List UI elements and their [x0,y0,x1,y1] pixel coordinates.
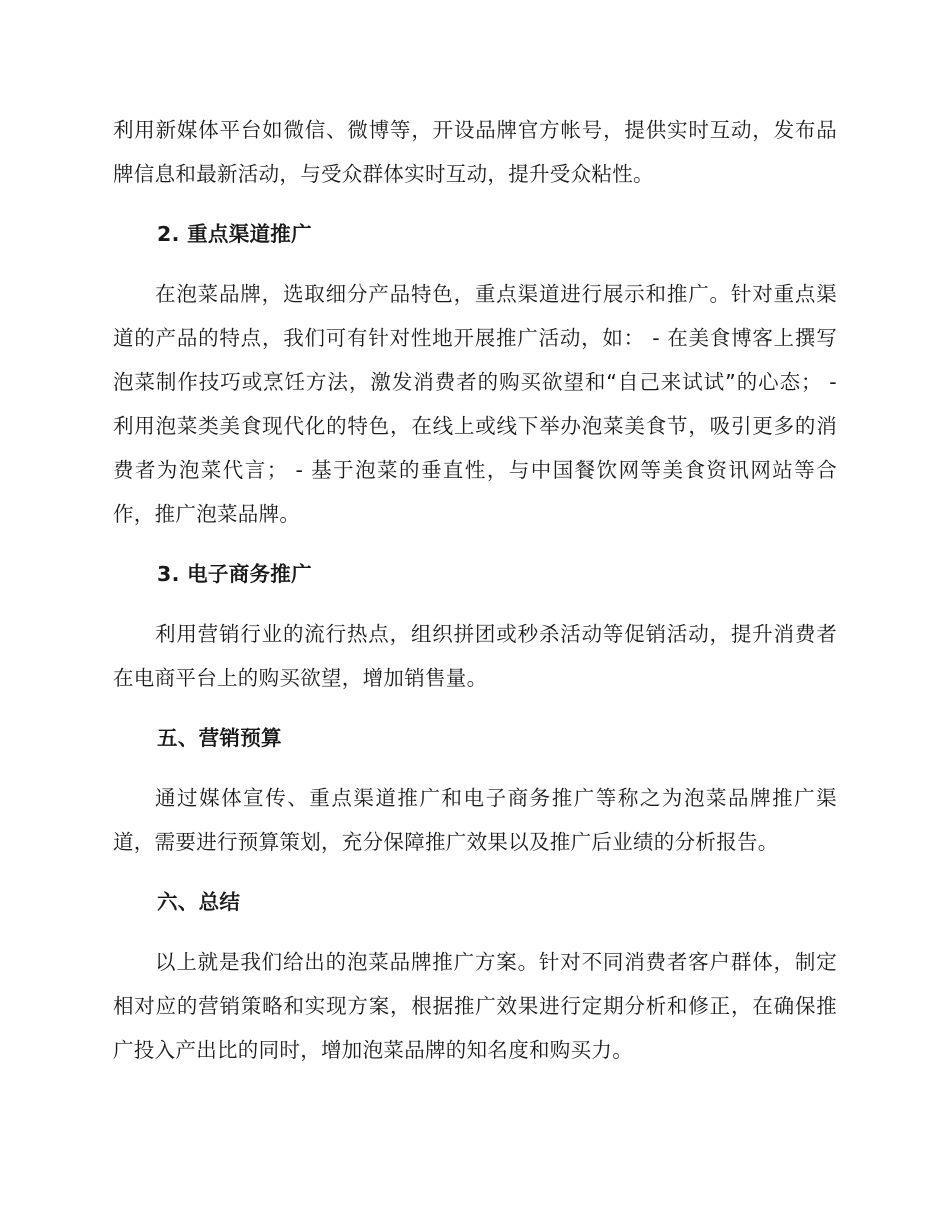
paragraph-media-promotion: 利用新媒体平台如微信、微博等，开设品牌官方帐号，提供实时互动，发布品牌信息和最新活动，与受众群体实时互动，提升受众粘性。 [113,118,837,186]
document-body [113,108,837,1088]
paragraph-marketing-budget: 通过媒体宣传、重点渠道推广和电子商务推广等称之为泡菜品牌推广渠道，需要进行预算策划，充分保障推广效果以及推广后业绩的分析报告。 [113,786,837,854]
section-heading-marketing-budget: 五、营销预算 [157,726,282,750]
section-heading-summary: 六、总结 [157,890,241,914]
section-heading-ecommerce-promotion: 3. 电子商务推广 [157,562,312,586]
paragraph-summary: 以上就是我们给出的泡菜品牌推广方案。针对不同消费者客户群体，制定相对应的营销策略和实现方案，根据推广效果进行定期分析和修正，在确保推广投入产出比的同时，增加泡菜品牌的知名度和购买力。 [113,950,837,1062]
section-heading-channel-promotion: 2. 重点渠道推广 [157,222,312,246]
paragraph-channel-promotion: 在泡菜品牌，选取细分产品特色，重点渠道进行展示和推广。针对重点渠道的产品的特点，我们可有针对性地开展推广活动，如： - 在美食博客上撰写泡菜制作技巧或烹饪方法，激发消费者的购买欲望和“自己来试试”的心态； - 利用泡菜类美食现代化的特色，在线上或线下举办泡菜美食节，吸引更多的消费者为泡菜代言； - 基于泡菜的垂直性，与中国餐饮网等美食资讯网站等合作，推广泡菜品牌。 [113,282,837,526]
paragraph-ecommerce-promotion: 利用营销行业的流行热点，组织拼团或秒杀活动等促销活动，提升消费者在电商平台上的购买欲望，增加销售量。 [113,622,837,690]
